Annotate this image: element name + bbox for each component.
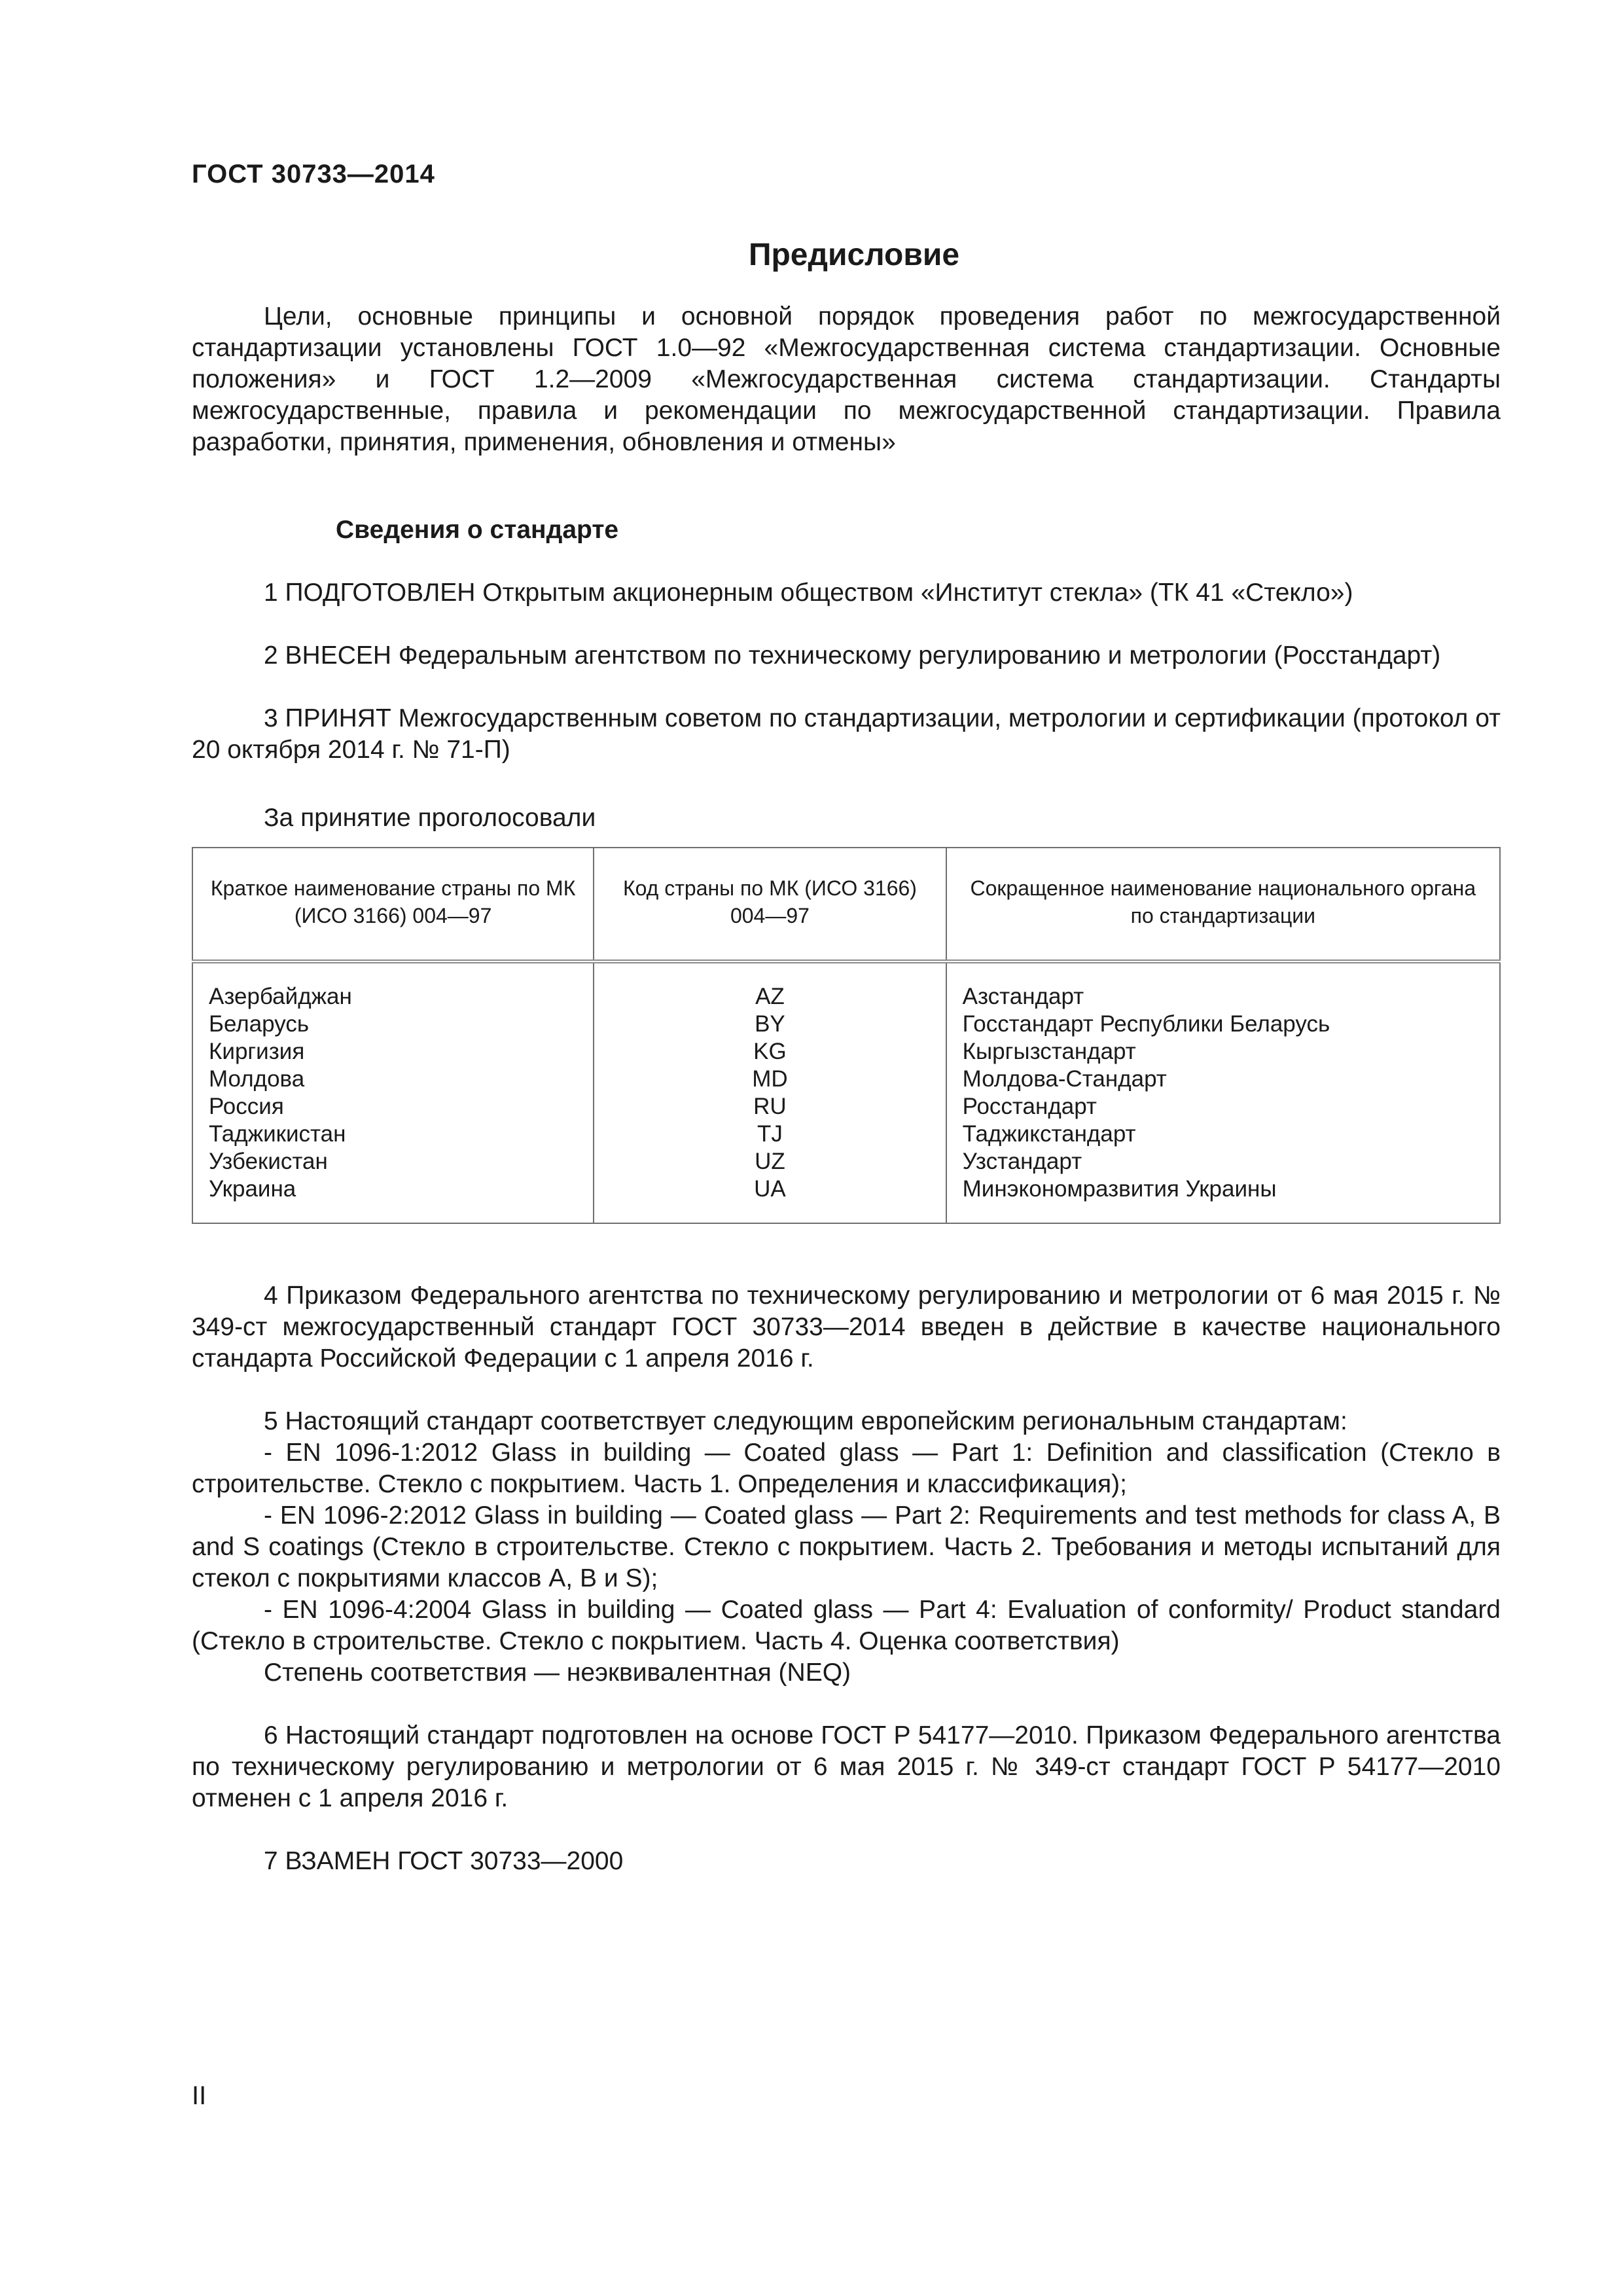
standards-body: Молдова-Стандарт: [946, 1066, 1500, 1093]
vote-table-header-row: [192, 848, 1500, 961]
country-name: Узбекистан: [192, 1148, 594, 1175]
table-row: [192, 1148, 1500, 1175]
standards-body: Таджикстандарт: [946, 1121, 1500, 1148]
country-name: Россия: [192, 1093, 594, 1121]
standard-info-heading: Сведения о стандарте: [336, 516, 619, 544]
table-row: [192, 1011, 1500, 1038]
item-2-submitted: 2 ВНЕСЕН Федеральным агентством по техническому регулированию и метрологии (Росстандарт): [264, 641, 1441, 670]
country-name: Азербайджан: [192, 961, 594, 1011]
standards-body: Росстандарт: [946, 1093, 1500, 1121]
item-4-enacted: 4 Приказом Федерального агентства по техническому регулированию и метрологии от 6 мая 2015 г. № 349-ст межгосударственный стандарт ГОСТ 30733—2014 введен в действие в качестве национального стандарта Российской Федерации с 1 апреля 2016 г.: [192, 1282, 1501, 1372]
country-code: MD: [594, 1066, 946, 1093]
item-6-based-on: 6 Настоящий стандарт подготовлен на основе ГОСТ Р 54177—2010. Приказом Федерального агентства по техническому регулированию и метрологии от 6 мая 2015 г. № 349-ст стандарт ГОСТ Р 54177—2010 отменен с 1 апреля 2016 г.: [192, 1721, 1501, 1812]
table-row: [192, 1093, 1500, 1121]
table-row: [192, 1175, 1500, 1223]
country-name: Молдова: [192, 1066, 594, 1093]
standards-body: Кыргызстандарт: [946, 1038, 1500, 1066]
page-number: II: [192, 2081, 207, 2110]
header-standards-body: Сокращенное наименование национального органа по стандартизации: [946, 848, 1500, 961]
item-5-degree: Степень соответствия — неэквивалентная (NEQ): [264, 1659, 851, 1687]
item-7-replaces: 7 ВЗАМЕН ГОСТ 30733—2000: [264, 1847, 624, 1875]
vote-table: [192, 847, 1501, 1224]
item-5-en1096-2: - EN 1096-2:2012 Glass in building — Coated glass — Part 2: Requirements and test methods for class A, B and S coatings (Стекло в строительстве. Стекло с покрытием. Часть 2. Требования и методы испытаний для стекол с покрытиями классов A, B и S);: [192, 1501, 1501, 1592]
standards-body: Узстандарт: [946, 1148, 1500, 1175]
item-5-intro: 5 Настоящий стандарт соответствует следующим европейским региональным стандартам:: [264, 1407, 1347, 1435]
country-code: TJ: [594, 1121, 946, 1148]
table-row: [192, 1066, 1500, 1093]
standards-body: Азстандарт: [946, 961, 1500, 1011]
standards-body: Госстандарт Республики Беларусь: [946, 1011, 1500, 1038]
preface-content: [192, 301, 1501, 1877]
country-code: KG: [594, 1038, 946, 1066]
country-name: Беларусь: [192, 1011, 594, 1038]
country-name: Украина: [192, 1175, 594, 1223]
country-code: UZ: [594, 1148, 946, 1175]
table-row: [192, 1121, 1500, 1148]
page-title: Предисловие: [748, 238, 960, 272]
standards-body: Минэкономразвития Украины: [946, 1175, 1500, 1223]
country-code: BY: [594, 1011, 946, 1038]
header-country-code: Код страны по МК (ИСО 3166) 004—97: [594, 848, 946, 961]
country-code: RU: [594, 1093, 946, 1121]
item-1-prepared: 1 ПОДГОТОВЛЕН Открытым акционерным обществом «Институт стекла» (ТК 41 «Стекло»): [264, 579, 1353, 607]
country-code: AZ: [594, 961, 946, 1011]
table-row: [192, 961, 1500, 1011]
standard-code-header: ГОСТ 30733—2014: [192, 160, 435, 188]
country-name: Киргизия: [192, 1038, 594, 1066]
vote-caption: За принятие проголосовали: [264, 804, 596, 832]
item-5-en1096-1: - EN 1096-1:2012 Glass in building — Coated glass — Part 1: Definition and classification (Стекло в строительстве. Стекло с покрытием. Часть 1. Определения и классификация);: [192, 1439, 1501, 1498]
preface-paragraph: Цели, основные принципы и основной порядок проведения работ по межгосударственной стандартизации установлены ГОСТ 1.0—92 «Межгосударственная система стандартизации. Основные положения» и ГОСТ 1.2—2009 «Межгосударственная система стандартизации. Стандарты межгосударственные, правила и рекомендации по межгосударственной стандартизации. Правила разработки, принятия, применения, обновления и отмены»: [192, 302, 1501, 456]
country-name: Таджикистан: [192, 1121, 594, 1148]
country-code: UA: [594, 1175, 946, 1223]
item-5-en1096-4: - EN 1096-4:2004 Glass in building — Coated glass — Part 4: Evaluation of conformity/ Product standard (Стекло в строительстве. Стекло с покрытием. Часть 4. Оценка соответствия): [192, 1596, 1501, 1655]
table-row: [192, 1038, 1500, 1066]
item-3-adopted: 3 ПРИНЯТ Межгосударственным советом по стандартизации, метрологии и сертификации (протокол от 20 октября 2014 г. № 71-П): [192, 704, 1501, 764]
header-country-name: Краткое наименование страны по МК (ИСО 3166) 004—97: [192, 848, 594, 961]
